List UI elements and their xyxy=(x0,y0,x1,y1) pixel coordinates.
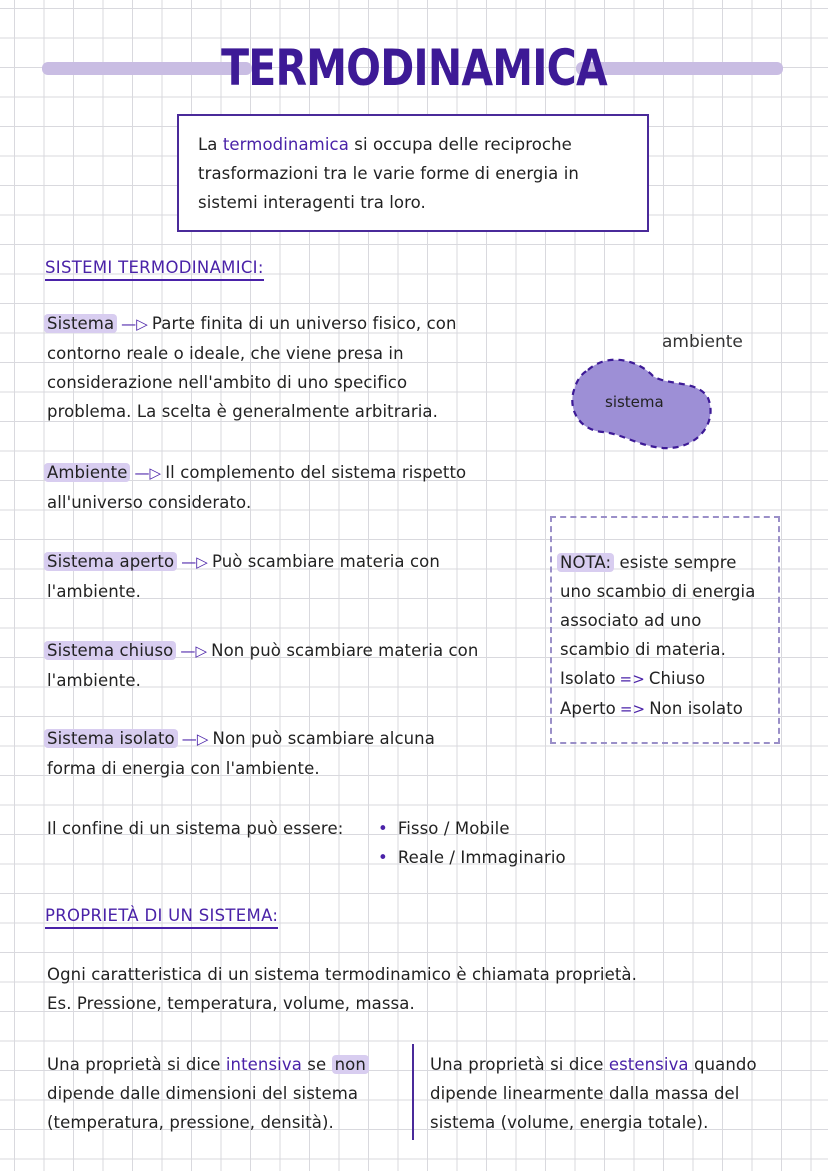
nota-line3: associato ad uno xyxy=(560,611,702,630)
term-estensiva: estensiva xyxy=(608,1055,689,1074)
confine-item-1: Fisso / Mobile xyxy=(397,819,510,838)
nota-line4: scambio di materia. xyxy=(560,640,726,659)
implies-arrow-icon: => xyxy=(619,700,646,718)
proprieta-line1: Ogni caratteristica di un sistema termodinamico è chiamata proprietà. xyxy=(47,965,637,984)
chiuso-line2: l'ambiente. xyxy=(47,671,141,690)
ambiente-line2: all'universo considerato. xyxy=(47,493,252,512)
sistema-line2: contorno reale o ideale, che viene presa in xyxy=(47,344,404,363)
def-sistema-aperto xyxy=(47,547,547,606)
bullet-icon: • xyxy=(378,819,388,838)
intensiva-mid: se xyxy=(301,1055,332,1074)
def-sistema-isolato xyxy=(47,724,547,783)
nota-label: NOTA: xyxy=(557,553,614,572)
chiuso-line1: Non può scambiare materia con xyxy=(211,641,479,660)
diagram-ambiente-label: ambiente xyxy=(662,332,743,352)
nota-text xyxy=(560,548,780,724)
arrow-right-icon: —▷ xyxy=(181,730,209,748)
intro-line2: trasformazioni tra le varie forme di energia in xyxy=(198,164,579,183)
def-intensiva xyxy=(47,1050,407,1137)
isolato-line2: forma di energia con l'ambiente. xyxy=(47,759,320,778)
isolato-line1: Non può scambiare alcuna xyxy=(212,729,435,748)
term-chiuso: Sistema chiuso xyxy=(44,641,176,660)
section-heading-sistemi: SISTEMI TERMODINAMICI: xyxy=(45,257,264,281)
intensiva-line2: dipende dalle dimensioni del sistema xyxy=(47,1084,359,1103)
estensiva-rest: quando xyxy=(688,1055,757,1074)
confine-text: Il confine di un sistema può essere: xyxy=(47,819,344,838)
intro-line1: si occupa delle reciproche xyxy=(348,135,572,154)
impl1-right: Chiuso xyxy=(648,669,706,688)
arrow-right-icon: —▷ xyxy=(121,315,148,333)
intensiva-prefix: Una proprietà si dice xyxy=(47,1055,226,1074)
aperto-line2: l'ambiente. xyxy=(47,582,141,601)
def-sistema xyxy=(47,309,547,426)
confine-item-2: Reale / Immaginario xyxy=(397,848,566,867)
sistema-line4: problema. La scelta è generalmente arbitraria. xyxy=(47,402,438,421)
nota-box xyxy=(550,516,780,744)
impl2-left: Aperto xyxy=(560,699,616,718)
estensiva-line2: dipende linearmente dalla massa del xyxy=(430,1084,740,1103)
estensiva-prefix: Una proprietà si dice xyxy=(430,1055,609,1074)
ambiente-line1: Il complemento del sistema rispetto xyxy=(165,463,467,482)
term-intensiva: intensiva xyxy=(225,1055,302,1074)
intro-text xyxy=(198,130,638,217)
intro-line3: sistemi interagenti tra loro. xyxy=(198,193,426,212)
proprieta-line2: Es. Pressione, temperatura, volume, massa. xyxy=(47,994,415,1013)
intensiva-non: non xyxy=(332,1055,369,1074)
sistema-line3: considerazione nell'ambito di uno specifico xyxy=(47,373,408,392)
intro-term: termodinamica xyxy=(222,135,349,154)
confine-list xyxy=(378,814,566,872)
def-estensiva xyxy=(430,1050,810,1137)
impl2-right: Non isolato xyxy=(649,699,743,718)
sistema-line1: Parte finita di un universo fisico, con xyxy=(151,314,457,333)
proprieta-text xyxy=(47,960,787,1018)
intro-box xyxy=(177,114,649,232)
nota-line1: esiste sempre xyxy=(614,553,737,572)
term-isolato: Sistema isolato xyxy=(44,729,178,748)
nota-line2: uno scambio di energia xyxy=(560,582,756,601)
term-aperto: Sistema aperto xyxy=(44,552,177,571)
intensiva-line3: (temperatura, pressione, densità). xyxy=(47,1113,334,1132)
bullet-icon: • xyxy=(378,848,388,867)
arrow-right-icon: —▷ xyxy=(180,642,208,660)
diagram-sistema-label: sistema xyxy=(605,393,664,411)
arrow-right-icon: —▷ xyxy=(134,464,162,482)
aperto-line1: Può scambiare materia con xyxy=(211,552,440,571)
implies-arrow-icon: => xyxy=(619,670,645,688)
intro-prefix: La xyxy=(198,135,223,154)
estensiva-line3: sistema (volume, energia totale). xyxy=(430,1113,709,1132)
impl1-left: Isolato xyxy=(560,669,616,688)
arrow-right-icon: —▷ xyxy=(181,553,208,571)
page-title: TERMODINAMICA xyxy=(221,39,607,97)
def-sistema-chiuso xyxy=(47,636,547,695)
list-item xyxy=(378,814,566,843)
def-ambiente xyxy=(47,458,547,517)
term-sistema: Sistema xyxy=(44,314,117,333)
term-ambiente: Ambiente xyxy=(44,463,130,482)
section-heading-proprieta: PROPRIETÀ DI UN SISTEMA: xyxy=(45,905,278,929)
list-item xyxy=(378,843,566,872)
column-divider xyxy=(412,1044,414,1140)
